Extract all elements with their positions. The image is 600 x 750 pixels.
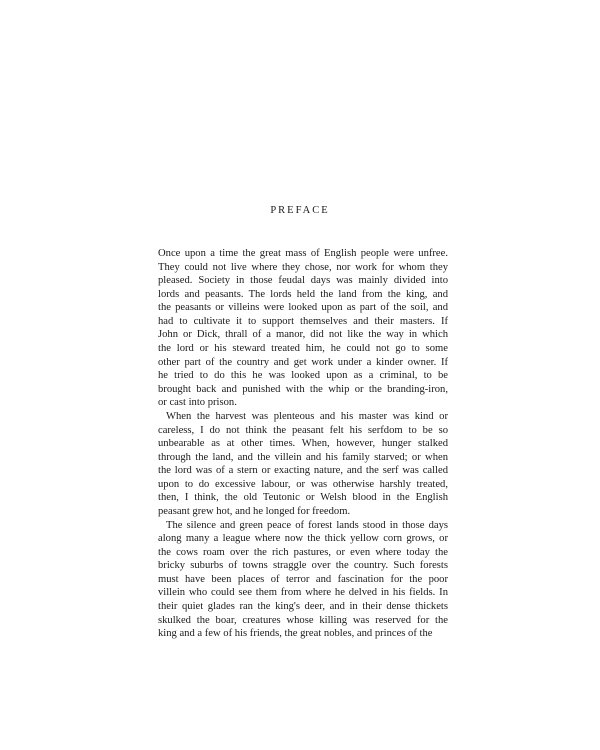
text-line: other part of the country and get work under a kinder owner. If [158, 356, 448, 368]
text-line: John or Dick, thrall of a manor, did not like the way in which [158, 329, 448, 341]
text-line: unbearable as at other times. When, however, hunger stalked [158, 438, 448, 450]
text-line: then, I think, the old Teutonic or Welsh blood in the English [158, 492, 448, 504]
text-line: through the land, and the villein and his family starved; or when [158, 451, 448, 463]
text-line: king and a few of his friends, the great nobles, and princes of the [158, 628, 433, 640]
text-line: their quiet glades ran the king's deer, and in their dense thickets [158, 601, 448, 613]
text-line: upon to do excessive labour, or was otherwise harshly treated, [158, 478, 448, 490]
text-line: pleased. Society in those feudal days was mainly divided into [158, 275, 448, 287]
text-line: They could not live where they chose, nor work for whom they [158, 261, 448, 273]
body-text [158, 247, 448, 641]
text-line: brought back and punished with the whip or the branding-iron, [158, 383, 448, 395]
page-heading: PREFACE [270, 205, 330, 216]
text-line: The silence and green peace of forest lands stood in those days [166, 519, 448, 531]
text-line: careless, I do not think the peasant felt his serfdom to be so [158, 424, 448, 436]
text-line: must have been places of terror and fascination for the poor [158, 573, 448, 585]
text-line: bricky suburbs of towns straggle over the country. Such forests [158, 560, 448, 572]
text-line: villein who could see them from where he delved in his fields. In [158, 587, 448, 599]
text-line: he tried to do this he was looked upon as a criminal, to be [158, 370, 448, 382]
text-line: along many a league where now the thick yellow corn grows, or [158, 533, 448, 545]
text-line: When the harvest was plenteous and his master was kind or [166, 410, 448, 422]
paragraph [158, 247, 448, 410]
text-line: lords and peasants. The lords held the land from the king, and [158, 288, 448, 300]
text-line: Once upon a time the great mass of English people were unfree. [158, 248, 448, 259]
text-line: the lord or his steward treated him, he could not go to some [158, 343, 448, 355]
text-line: had to cultivate it to support themselves and their masters. If [158, 315, 448, 327]
paragraph [158, 410, 448, 519]
text-line: peasant grew hot, and he longed for freedom. [158, 505, 351, 517]
paragraph [158, 519, 448, 641]
text-line: or cast into prison. [158, 397, 237, 409]
text-line: the cows roam over the rich pastures, or even where today the [158, 546, 448, 558]
text-line: the peasants or villeins were looked upon as part of the soil, and [158, 302, 448, 314]
text-line: the lord was of a stern or exacting nature, and the serf was called [158, 465, 448, 477]
text-line: skulked the boar, creatures whose killing was reserved for the [158, 614, 448, 626]
